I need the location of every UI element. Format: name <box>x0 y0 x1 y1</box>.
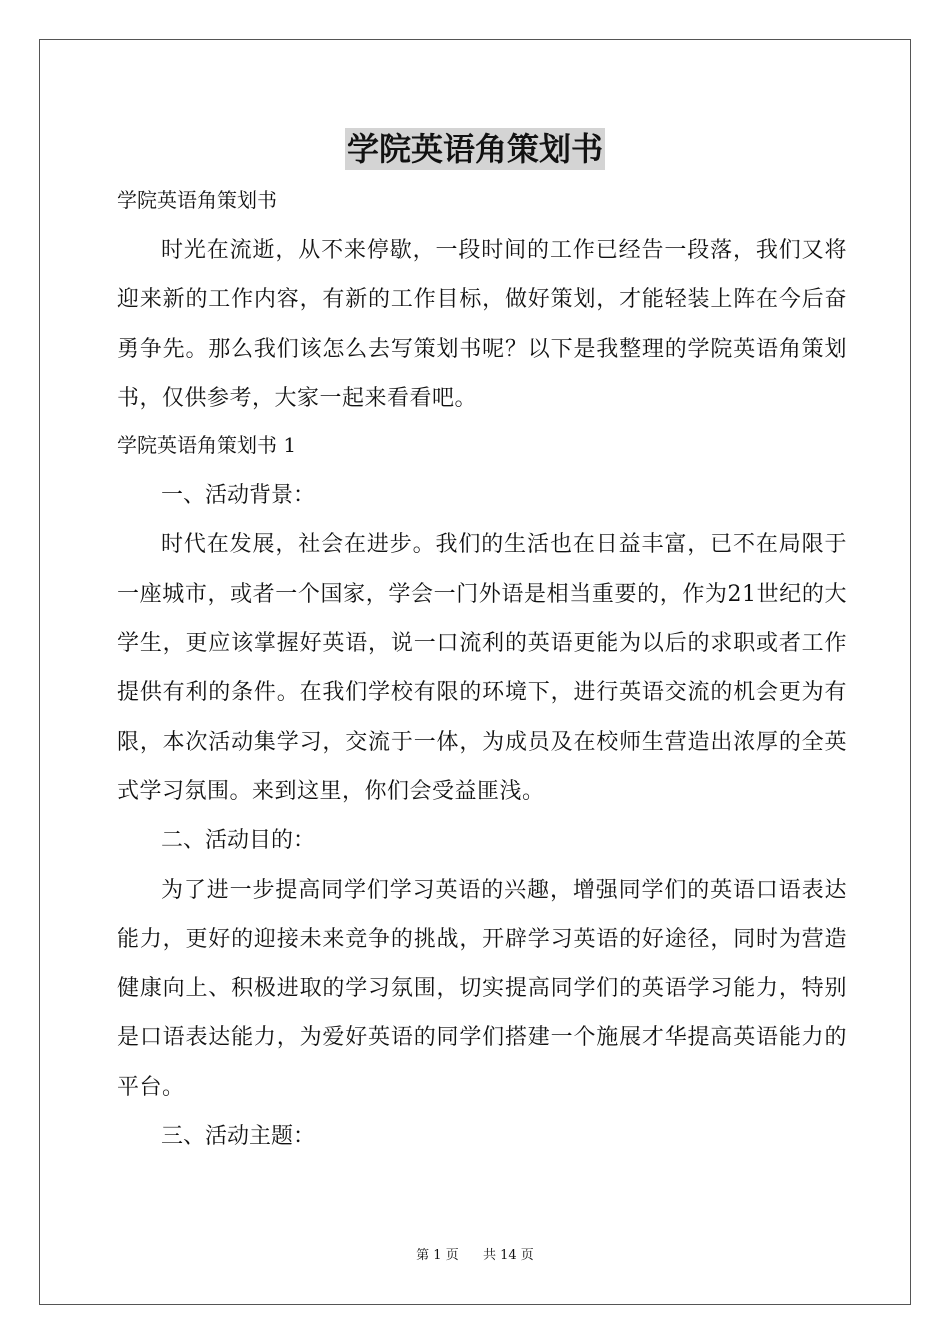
heading-background: 一、活动背景： <box>161 483 316 509</box>
document-body <box>117 180 847 1161</box>
page-number: 第 1 页 <box>416 1248 459 1263</box>
heading-purpose: 二、活动目的： <box>161 828 316 854</box>
intro-paragraph: 时光在流逝，从不来停歇，一段时间的工作已经告一段落，我们又将迎来新的工作内容，有新的工作目标，做好策划，才能轻装上阵在今后奋勇争先。那么我们该怎么去写策划书呢？以下是我整理的学院英语角策划书，仅供参考，大家一起来看看吧。 <box>117 238 847 411</box>
paragraph-purpose: 为了进一步提高同学们学习英语的兴趣，增强同学们的英语口语表达能力，更好的迎接未来竞争的挑战，开辟学习英语的好途径，同时为营造健康向上、积极进取的学习氛围，切实提高同学们的英语学习能力，特别是口语表达能力，为爱好英语的同学们搭建一个施展才华提高英语能力的平台。 <box>117 877 847 1100</box>
page-total: 共 14 页 <box>483 1248 534 1263</box>
title-wrap <box>0 128 950 170</box>
paragraph-background: 时代在发展，社会在进步。我们的生活也在日益丰富，已不在局限于一座城市，或者一个国家，学会一门外语是相当重要的，作为21世纪的大学生，更应该掌握好英语，说一口流利的英语更能为以后的求职或者工作提供有利的条件。在我们学校有限的环境下，进行英语交流的机会更为有限，本次活动集学习，交流于一体，为成员及在校师生营造出浓厚的全英式学习氛围。来到这里，你们会受益匪浅。 <box>117 532 847 804</box>
heading-theme: 三、活动主题： <box>161 1124 316 1150</box>
document-subtitle: 学院英语角策划书 <box>117 188 277 212</box>
page-footer <box>0 1246 950 1266</box>
section-title: 学院英语角策划书 1 <box>117 433 297 458</box>
document-title: 学院英语角策划书 <box>346 130 603 168</box>
